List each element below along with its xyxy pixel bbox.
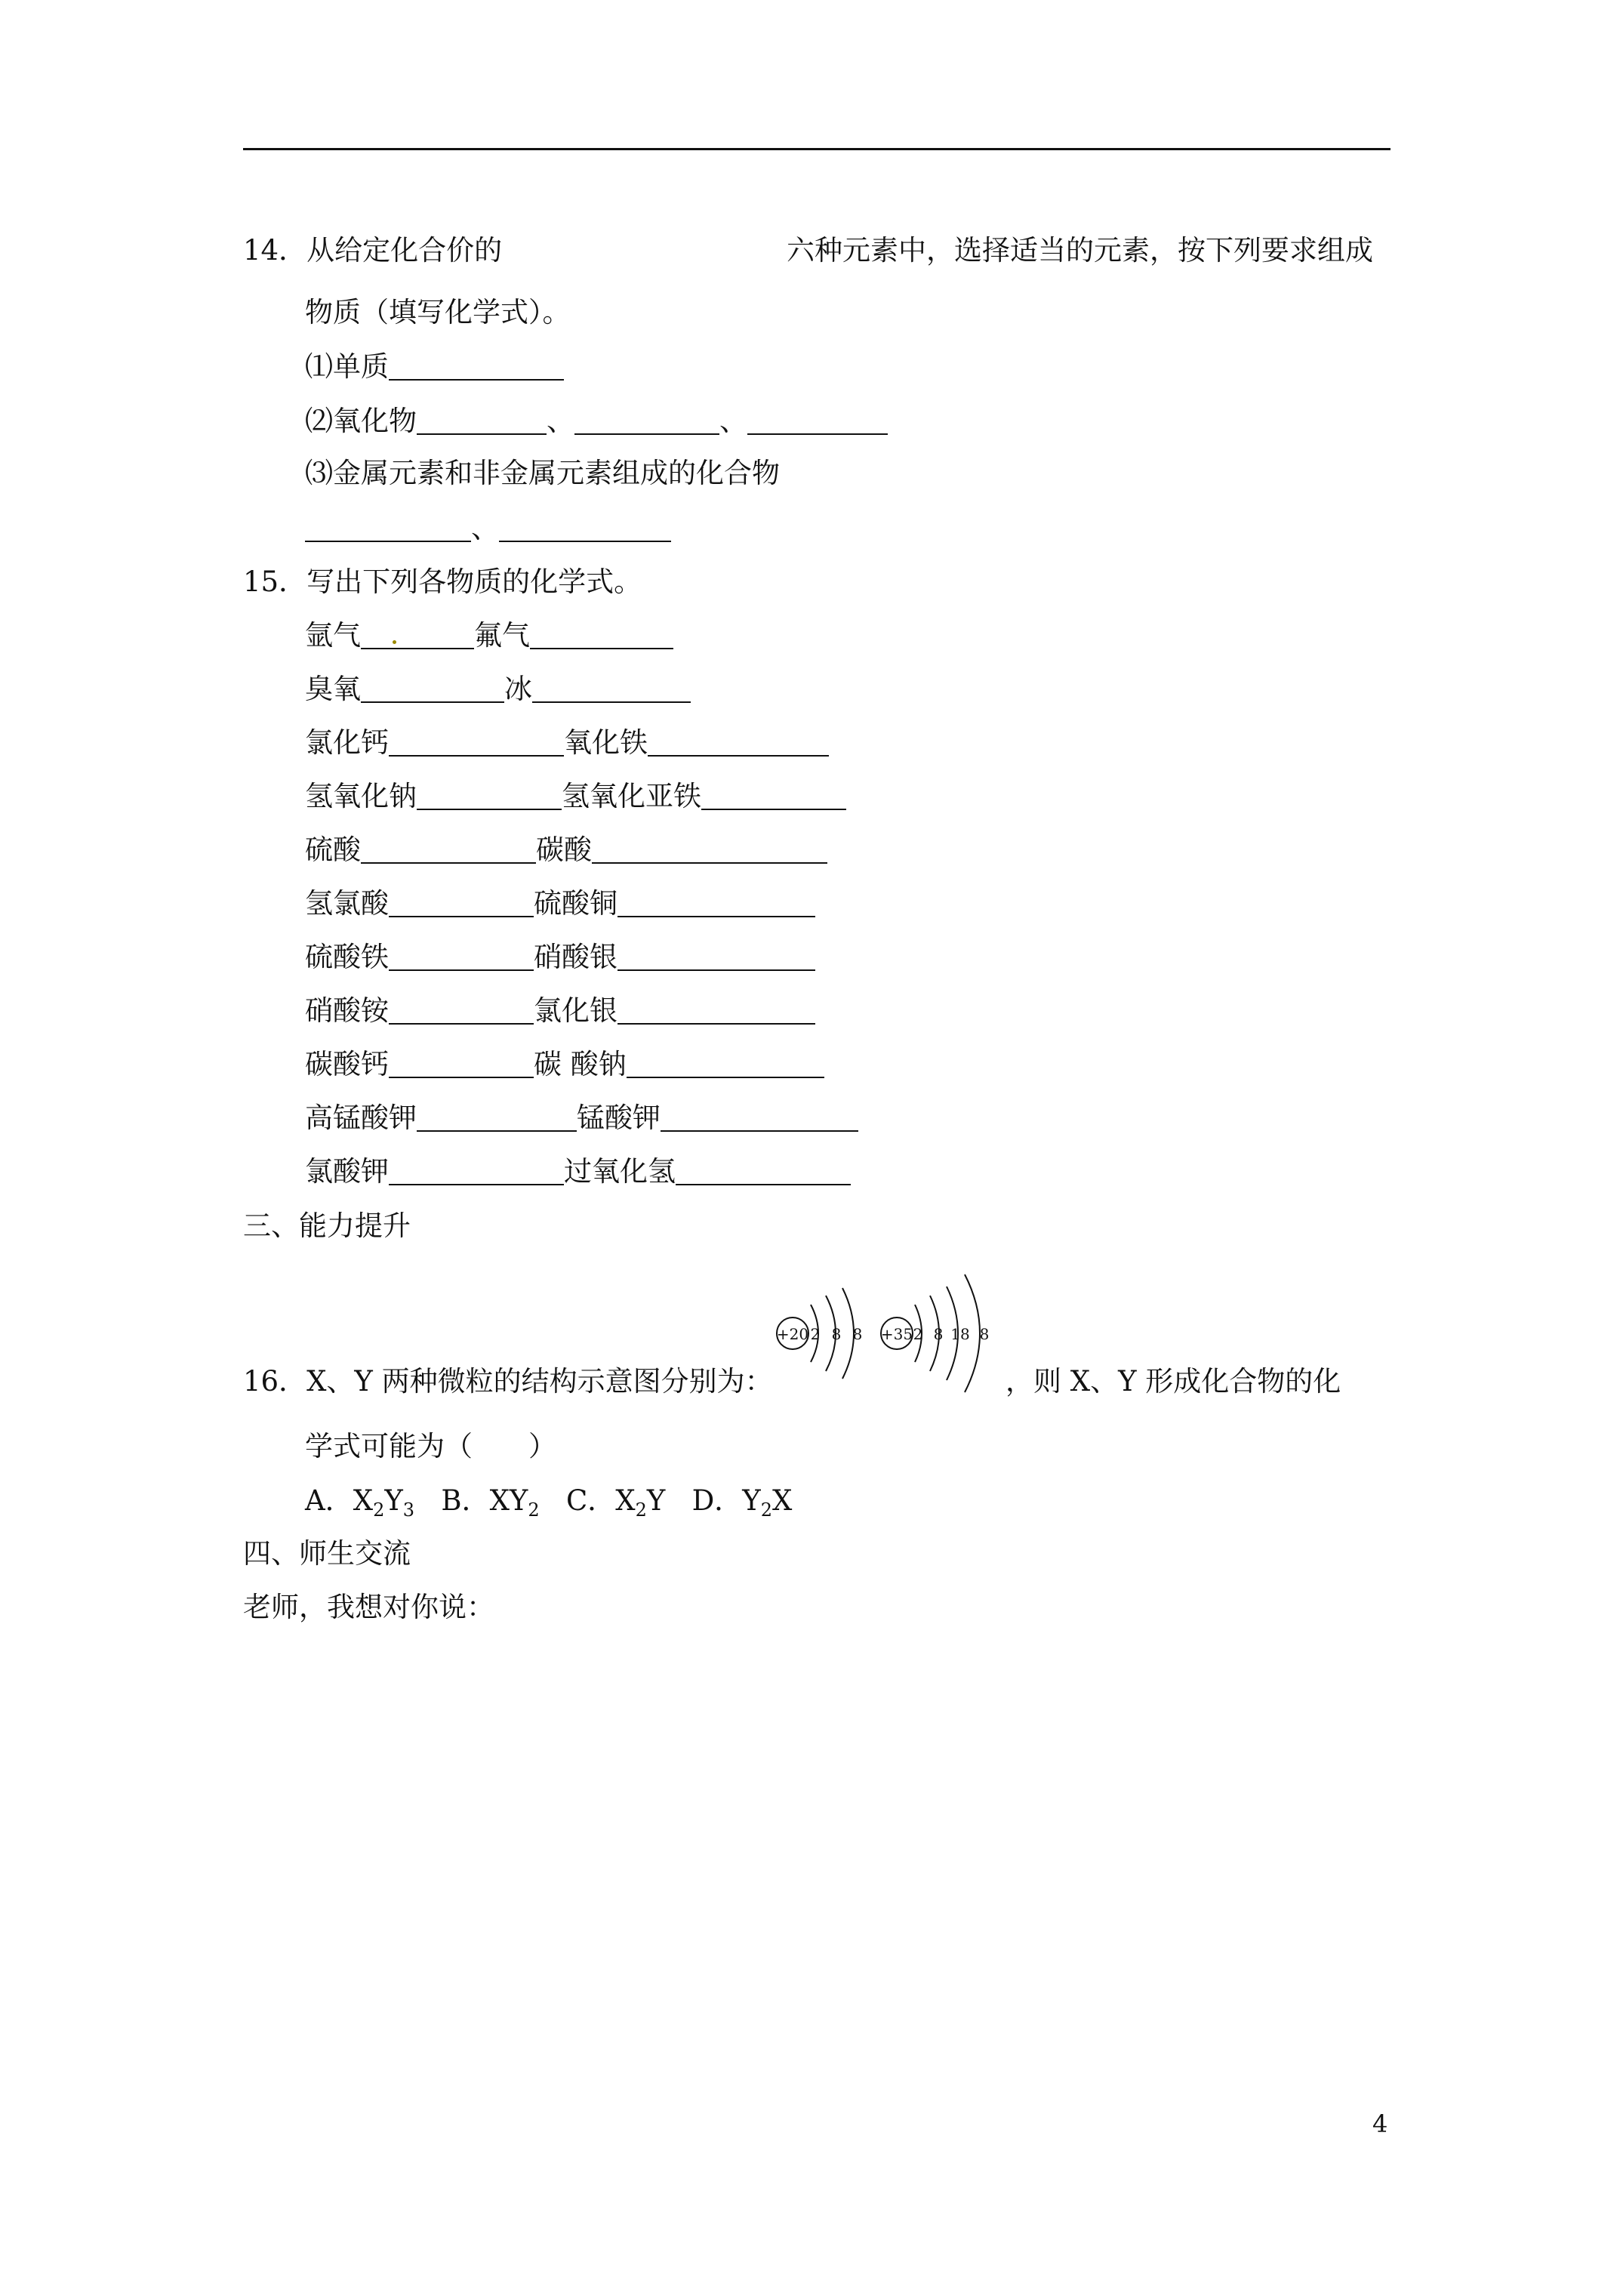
q16-text-right: ，则 X、Y 形成化合物的化 bbox=[1006, 1365, 1341, 1398]
answer-blank[interactable] bbox=[617, 997, 815, 1025]
answer-blank[interactable] bbox=[701, 783, 846, 810]
teacher-note: 老师，我想对你说： bbox=[243, 1591, 494, 1623]
option-d[interactable]: D．$Y_2X$ bbox=[691, 1484, 793, 1521]
answer-blank[interactable] bbox=[389, 890, 534, 917]
shell-count: 2 bbox=[810, 1325, 821, 1343]
q15-row: 硝酸铵 氯化银 bbox=[305, 993, 815, 1029]
header-rule bbox=[243, 148, 1390, 150]
q15-row: 碳酸钙 碳 酸钠 bbox=[305, 1046, 824, 1083]
q14-intro-cont: 物质（填写化学式）。 bbox=[305, 296, 571, 328]
q15-row: 高锰酸钾 锰酸钾 bbox=[305, 1100, 858, 1136]
shell-count: 18 bbox=[950, 1325, 970, 1343]
q14-intro-right: 六种元素中，选择适当的元素，按下列要求组成 bbox=[787, 234, 1373, 267]
q15-row: 氩气 氟气 bbox=[305, 618, 673, 654]
answer-blank[interactable] bbox=[389, 944, 534, 971]
answer-blank[interactable] bbox=[676, 1158, 851, 1185]
atom-structure-diagram bbox=[770, 1261, 1019, 1397]
stray-dot bbox=[393, 640, 396, 644]
section-heading: 四、师生交流 bbox=[243, 1537, 411, 1570]
q16-options bbox=[305, 1483, 792, 1519]
page-number: 4 bbox=[1372, 2110, 1388, 2138]
answer-blank[interactable] bbox=[417, 408, 547, 435]
answer-blank[interactable] bbox=[361, 837, 536, 864]
answer-blank[interactable] bbox=[627, 1051, 824, 1078]
answer-blank[interactable] bbox=[648, 729, 829, 757]
shell-count: 2 bbox=[913, 1325, 923, 1343]
answer-blank[interactable] bbox=[361, 622, 474, 649]
atom-y bbox=[881, 1274, 989, 1392]
q14-part2: ⑵氧化物 、 、 bbox=[305, 403, 888, 439]
section-heading: 三、能力提升 bbox=[243, 1210, 411, 1242]
q15-title: 15．写出下列各物质的化学式。 bbox=[243, 566, 642, 598]
answer-blank[interactable] bbox=[574, 408, 719, 435]
answer-blank[interactable] bbox=[532, 676, 691, 703]
nucleus-y-charge: +35 bbox=[880, 1325, 913, 1343]
shell-count: 8 bbox=[979, 1325, 990, 1343]
q15-row: 硫酸 碳酸 bbox=[305, 832, 827, 868]
q15-row: 硫酸铁 硝酸银 bbox=[305, 939, 815, 975]
answer-blank[interactable] bbox=[389, 997, 534, 1025]
q16-text: 16．X、Y 两种微粒的结构示意图分别为： bbox=[243, 1365, 773, 1398]
answer-blank[interactable] bbox=[617, 890, 815, 917]
answer-blank[interactable] bbox=[389, 1051, 534, 1078]
answer-blank[interactable] bbox=[389, 729, 564, 757]
option-b[interactable]: B．$XY_2$ bbox=[441, 1484, 540, 1521]
q15-row: 氢氧化钠 氢氧化亚铁 bbox=[305, 778, 846, 815]
atom-x bbox=[777, 1288, 862, 1379]
answer-blank[interactable] bbox=[747, 408, 888, 435]
answer-blank[interactable] bbox=[389, 353, 564, 381]
q14-part3: ⑶金属元素和非金属元素组成的化合物 bbox=[305, 457, 780, 489]
q14-intro-left: 14．从给定化合价的 bbox=[243, 234, 503, 267]
q15-row: 氢氯酸 硫酸铜 bbox=[305, 886, 815, 922]
answer-blank[interactable] bbox=[417, 1105, 577, 1132]
q15-row: 臭氧 冰 bbox=[305, 671, 691, 707]
answer-blank[interactable] bbox=[661, 1105, 858, 1132]
answer-blank[interactable] bbox=[592, 837, 827, 864]
q14-part1: ⑴单质 bbox=[305, 349, 564, 385]
shell-count: 8 bbox=[831, 1325, 842, 1343]
shell-count: 8 bbox=[933, 1325, 944, 1343]
nucleus-x-charge: +20 bbox=[776, 1325, 809, 1343]
option-c[interactable]: C．$X_2Y$ bbox=[565, 1484, 666, 1521]
answer-blank[interactable] bbox=[499, 515, 671, 542]
q15-row: 氯酸钾 过氧化氢 bbox=[305, 1154, 851, 1190]
answer-blank[interactable] bbox=[389, 1158, 564, 1185]
answer-blank[interactable] bbox=[417, 783, 562, 810]
answer-blank[interactable] bbox=[361, 676, 504, 703]
option-a[interactable]: A．$X_2Y_3$ bbox=[305, 1484, 415, 1521]
q15-row: 氯化钙 氧化铁 bbox=[305, 725, 829, 761]
shell-count: 8 bbox=[852, 1325, 863, 1343]
q16-text-cont: 学式可能为（ ） bbox=[305, 1430, 556, 1462]
q14-part3-answers: 、 bbox=[305, 510, 671, 547]
answer-blank[interactable] bbox=[305, 515, 471, 542]
answer-blank[interactable] bbox=[617, 944, 815, 971]
answer-blank[interactable] bbox=[530, 622, 673, 649]
